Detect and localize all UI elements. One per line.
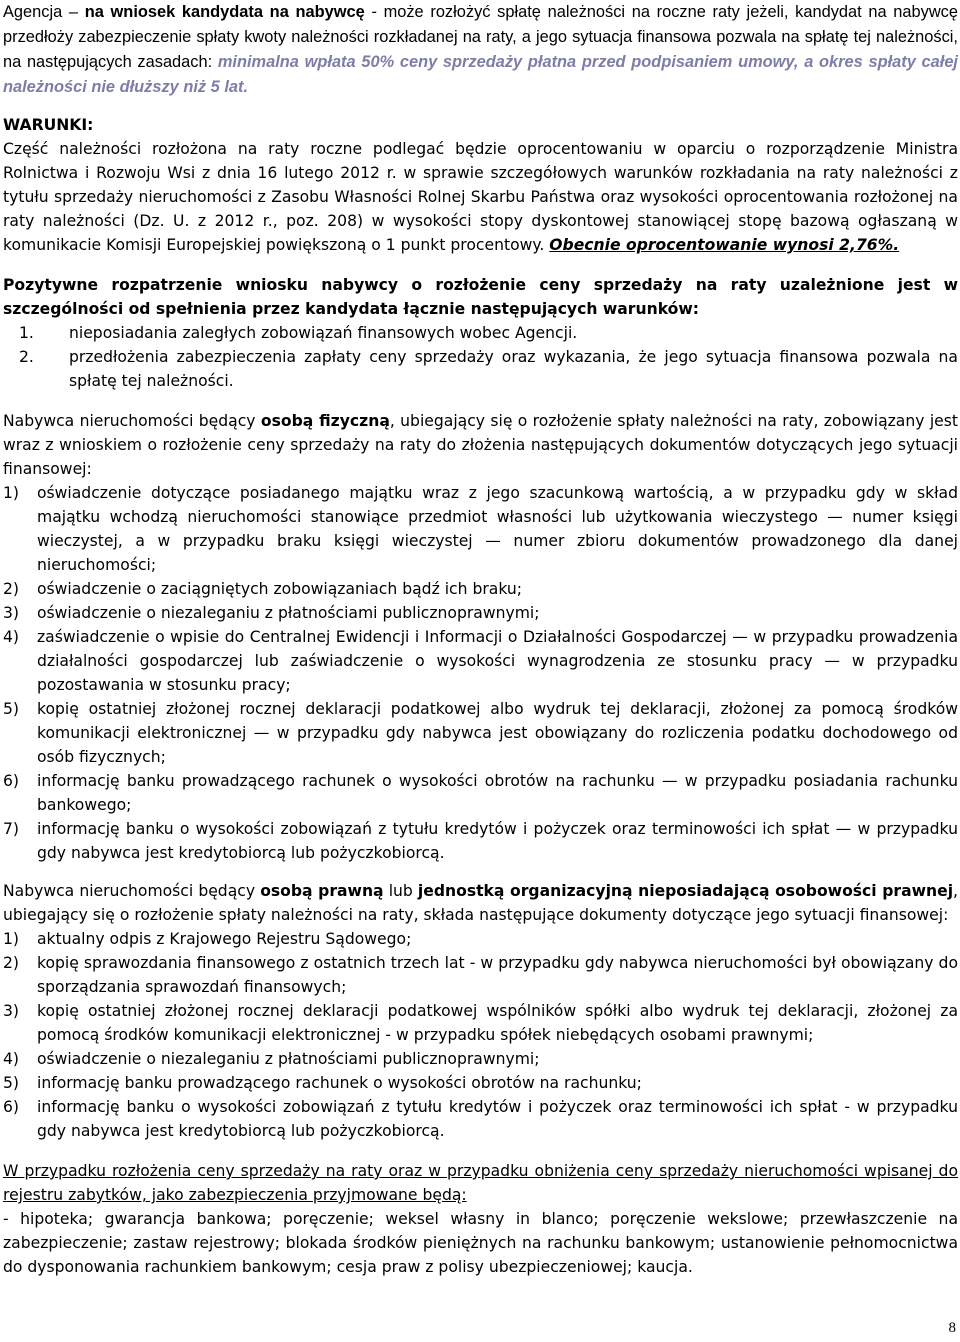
list-item: 1) aktualny odpis z Krajowego Rejestru Sądowego; [3, 930, 412, 948]
security-heading: W przypadku rozłożenia ceny sprzedaży na raty oraz w przypadku obniżenia ceny sprzedaży nieruchomości wpisanej do rejestru zabytków, jako zabezpieczenia przyjmowane będą: [3, 1162, 958, 1204]
natural-person-paragraph: Nabywca nieruchomości będący osobą fizyczną, ubiegający się o rozłożenie spłaty należności na raty, zobowiązany jest wraz z wnioskiem o rozłożenie ceny sprzedaży na raty do złożenia następujących dokumentów dotyczących jego sytuacji finansowej: [3, 412, 958, 478]
list-item: 4) oświadczenie o niezaleganiu z płatnościami publicznoprawnymi; [3, 1050, 540, 1068]
conditions-heading: WARUNKI: [3, 116, 94, 134]
list-item: 3) oświadczenie o niezaleganiu z płatnościami publicznoprawnymi; [3, 604, 540, 622]
intro-text: Agencja – [3, 3, 85, 21]
positive-conditions-list [3, 321, 958, 393]
document-page [3, 0, 958, 1279]
organizational-unit-emphasis: jednostką organizacyjną nieposiadającą osobowości prawnej [417, 882, 954, 900]
security-list-text: - hipoteka; gwarancja bankowa; poręczenie; weksel własny in blanco; poręczenie wekslowe; przewłaszczenie na zabezpieczenie; zastaw rejestrowy; blokada środków pieniężnych na rachunku bankowym; ustanowienie pełnomocnictwa do dysponowania rachunkiem bankowym; cesja praw z polisy ubezpieczeniowej; kaucja. [3, 1210, 958, 1276]
page-number: 8 [948, 1320, 956, 1336]
list-item: 2. przedłożenia zabezpieczenia zapłaty ceny sprzedaży oraz wykazania, że jego sytuacja finansowa pozwala na spłatę tej należności. [19, 348, 958, 390]
list-item: 2) oświadczenie o zaciągniętych zobowiązaniach bądź ich braku; [3, 580, 523, 598]
conditions-paragraph [3, 137, 958, 257]
list-item: 5) kopię ostatniej złożonej rocznej deklaracji podatkowej albo wydruk tej deklaracji, złożonej za pomocą środków komunikacji elektronicznej — w przypadku gdy nabywca jest obowiązany do rozliczenia podatku dochodowego od osób fizycznych; [3, 700, 958, 766]
interest-rate-note: Obecnie oprocentowanie wynosi 2,76%. [549, 236, 900, 254]
natural-person-documents-list [3, 481, 958, 865]
list-item: 2) kopię sprawozdania finansowego z ostatnich trzech lat - w przypadku gdy nabywca nieruchomości był obowiązany do sporządzania sprawozdań finansowych; [3, 954, 958, 996]
legal-person-emphasis: osobą prawną [260, 882, 384, 900]
intro-paragraph [3, 0, 958, 100]
list-item: 1) oświadczenie dotyczące posiadanego majątku wraz z jego szacunkową wartością, a w przypadku gdy w skład majątku wchodzą nieruchomości stanowiące przedmiot własności lub użytkowania wieczystego — numer księgi wieczystej, a w przypadku braku księgi wieczystej — numer zbioru dokumentów prowadzonego dla danej nieruchomości; [3, 484, 958, 574]
list-item: 5) informację banku prowadzącego rachunek o wysokości obrotów na rachunku; [3, 1074, 642, 1092]
intro-emphasis: na wniosek kandydata na nabywcę [84, 3, 365, 21]
list-item: 6) informację banku o wysokości zobowiązań z tytułu kredytów i pożyczek oraz terminowości ich spłat - w przypadku gdy nabywca jest kredytobiorcą lub pożyczkobiorcą. [3, 1098, 958, 1140]
conditions-text: Część należności rozłożona na raty roczne podlegać będzie oprocentowaniu w oparciu o rozporządzenie Ministra Rolnictwa i Rozwoju Wsi z dnia 16 lutego 2012 r. w sprawie szczegółowych warunków rozkładania na raty należności z tytułu sprzedaży nieruchomości z Zasobu Własności Rolnej Skarbu Państwa oraz wysokości oprocentowania rozłożonej na raty należności (Dz. U. z 2012 r., poz. 208) w wysokości stopy dyskontowej stanowiącej stopę bazową ogłaszaną w komunikacie Komisji Europejskiej powiększoną o 1 punkt procentowy. [3, 140, 958, 254]
list-item: 4) zaświadczenie o wpisie do Centralnej Ewidencji i Informacji o Działalności Gospodarczej — w przypadku prowadzenia działalności gospodarczej lub zaświadczenie o wysokości wynagrodzenia ze stosunku pracy — w przypadku pozostawania w stosunku pracy; [3, 628, 958, 694]
intro-text: - może rozłożyć spłatę należności na roczne raty jeżeli, kandydat na nabywcę przedłoży zabezpieczenie spłaty kwoty należności rozkładanej na raty, a jego sytuacja finansowa pozwala na spłatę tej należności, na następujących zasadach: [3, 3, 958, 71]
natural-person-emphasis: osobą fizyczną [260, 412, 390, 430]
legal-person-documents-list [3, 927, 958, 1143]
legal-person-paragraph: Nabywca nieruchomości będący osobą prawną lub jednostką organizacyjną nieposiadającą osobowości prawnej, ubiegający się o rozłożenie spłaty należności na raty, składa następujące dokumenty dotyczące jego sytuacji finansowej: [3, 882, 959, 924]
list-item: 1. nieposiadania zaległych zobowiązań finansowych wobec Agencji. [19, 324, 578, 342]
intro-terms: minimalna wpłata 50% ceny sprzedaży płatna przed podpisaniem umowy, a okres spłaty całej należności nie dłuższy niż 5 lat. [3, 53, 958, 96]
list-item: 7) informację banku o wysokości zobowiązań z tytułu kredytów i pożyczek oraz terminowości ich spłat — w przypadku gdy nabywca jest kredytobiorcą lub pożyczkobiorcą. [3, 820, 958, 862]
list-item: 3) kopię ostatniej złożonej rocznej deklaracji podatkowej wspólników spółki albo wydruk tej deklaracji, złożonej za pomocą środków komunikacji elektronicznej - w przypadku spółek niebędących osobami prawnymi; [3, 1002, 958, 1044]
positive-lead: Pozytywne rozpatrzenie wniosku nabywcy o rozłożenie ceny sprzedaży na raty uzależnione jest w szczególności od spełnienia przez kandydata łącznie następujących warunków: [3, 276, 958, 318]
list-item: 6) informację banku prowadzącego rachunek o wysokości obrotów na rachunku — w przypadku posiadania rachunku bankowego; [3, 772, 958, 814]
